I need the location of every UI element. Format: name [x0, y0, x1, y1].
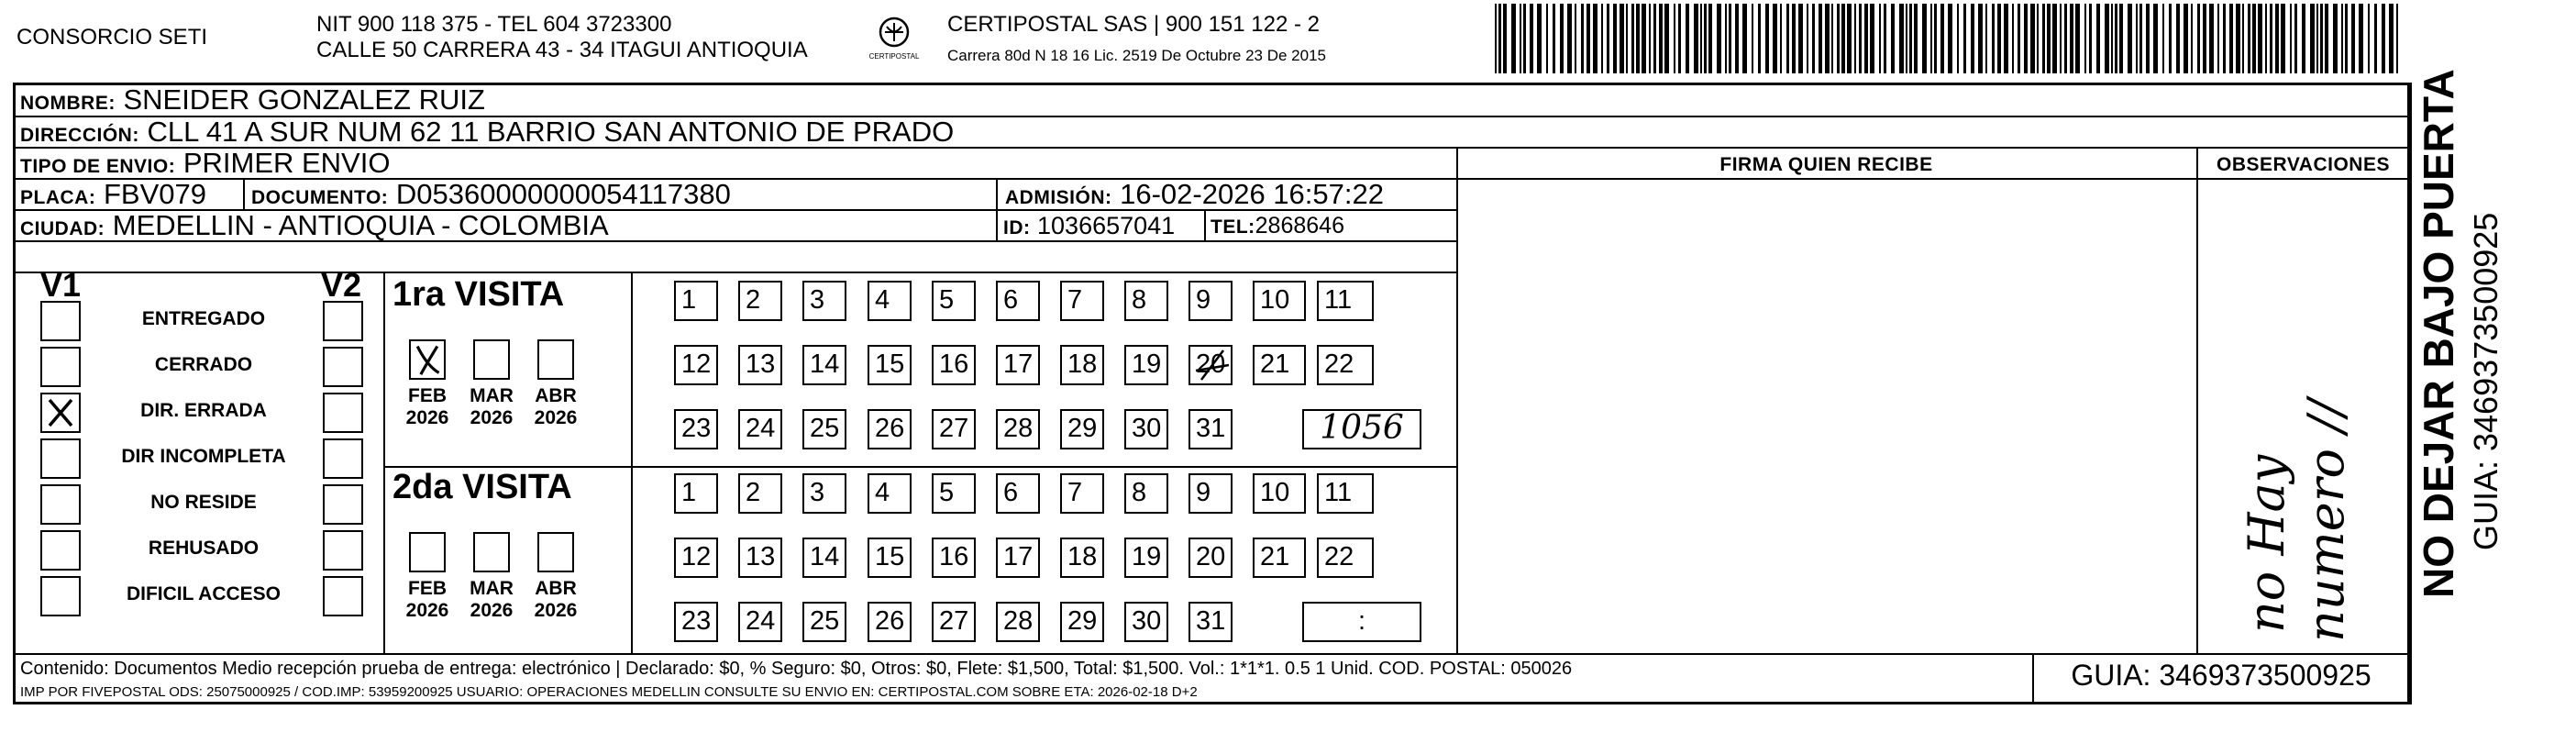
- nombre-label: NOMBRE:: [20, 93, 116, 114]
- direccion-value: CLL 41 A SUR NUM 62 11 BARRIO SAN ANTONIO DE PRADO: [147, 116, 955, 148]
- month-name: FEB: [408, 578, 447, 599]
- status-option-label: CERRADO: [154, 354, 253, 375]
- visit-2-month-abr[interactable]: [537, 532, 574, 572]
- id-cell: [1003, 209, 1175, 245]
- visit-2-time[interactable]: [1302, 602, 1421, 642]
- carrier-line: CERTIPOSTAL SAS | 900 151 122 - 2: [947, 12, 1320, 37]
- month-year: 2026: [405, 600, 449, 621]
- visit-1-month-label: [395, 385, 459, 429]
- nombre-value: SNEIDER GONZALEZ RUIZ: [123, 83, 485, 116]
- documento-value: D05360000000054117380: [395, 178, 731, 210]
- no-dejar-warning: NO DEJAR BAJO PUERTA: [2415, 69, 2462, 598]
- month-name: ABR: [535, 385, 577, 406]
- tel-label: TEL:: [1211, 216, 1255, 238]
- visit-1-day-26[interactable]: 26: [868, 409, 912, 449]
- footer-impresion: IMP POR FIVEPOSTAL ODS: 25075000925 / COD.IMP: 53959200925 USUARIO: OPERACIONES MEDELLIN CONSULTE SU ENVIO EN: CERTIPOSTAL.COM SOBRE ETA: 2026-02-18 D+2: [20, 684, 1198, 700]
- visit-1-title: 1ra VISITA: [392, 275, 565, 314]
- visit-2-day-18[interactable]: 18: [1060, 538, 1104, 578]
- visit-2-day-30[interactable]: 30: [1124, 602, 1168, 642]
- company-name: CONSORCIO SETI: [17, 25, 208, 50]
- visit-2-day-2[interactable]: 2: [738, 473, 782, 514]
- id-label: ID:: [1003, 217, 1031, 238]
- documento-label: DOCUMENTO:: [251, 187, 389, 208]
- visit-2-day-31[interactable]: 31: [1188, 602, 1233, 642]
- visit-1-day-9[interactable]: 9: [1188, 281, 1233, 321]
- visit-1-day-11[interactable]: 11: [1317, 281, 1374, 321]
- visit-1-time[interactable]: [1302, 409, 1421, 449]
- status-option-label: ENTREGADO: [141, 308, 266, 329]
- tipo-value: PRIMER ENVIO: [182, 147, 391, 179]
- visit-1-month-mar[interactable]: [473, 339, 510, 380]
- visit-2-day-15[interactable]: 15: [868, 538, 912, 578]
- observaciones-header: OBSERVACIONES: [2217, 154, 2390, 175]
- visit-2-day-22[interactable]: 22: [1317, 538, 1374, 578]
- visit-1-time-value: 1056: [1320, 409, 1404, 447]
- visit-1-day-19[interactable]: 19: [1124, 345, 1168, 385]
- visit-2-day-21[interactable]: 21: [1253, 538, 1306, 578]
- day-strike-mark: [1192, 347, 1233, 383]
- visit-2-day-28[interactable]: 28: [996, 602, 1040, 642]
- visit-1-day-2[interactable]: 2: [738, 281, 782, 321]
- visit-2-day-7[interactable]: 7: [1060, 473, 1104, 514]
- visit-2-month-label: [395, 578, 459, 622]
- tipo-label: TIPO DE ENVIO:: [20, 156, 176, 177]
- visit-2-day-26[interactable]: 26: [868, 602, 912, 642]
- svg-text:CERTIPOSTAL: CERTIPOSTAL: [868, 52, 920, 61]
- visit-1-day-22[interactable]: 22: [1317, 345, 1374, 385]
- visit-2-day-3[interactable]: 3: [802, 473, 846, 514]
- month-name: FEB: [408, 385, 447, 406]
- visit-1-day-4[interactable]: 4: [868, 281, 912, 321]
- visit-2-day-5[interactable]: 5: [932, 473, 976, 514]
- placa-value: FBV079: [103, 178, 206, 210]
- v2-checkbox-7[interactable]: [323, 576, 363, 616]
- v1-checkbox-7[interactable]: [40, 576, 81, 616]
- visit-2-month-feb[interactable]: [409, 532, 446, 572]
- nit-line: NIT 900 118 375 - TEL 604 3723300: [316, 12, 672, 37]
- visit-1-day-5[interactable]: 5: [932, 281, 976, 321]
- visit-1-day-23[interactable]: 23: [674, 409, 718, 449]
- v1-checkbox-2[interactable]: [40, 347, 81, 387]
- visit-1-day-1[interactable]: 1: [674, 281, 718, 321]
- footer-guia: GUIA: 3469373500925: [2071, 659, 2371, 692]
- visit-2-day-12[interactable]: 12: [674, 538, 718, 578]
- visit-2-day-29[interactable]: 29: [1060, 602, 1104, 642]
- handwritten-note-line2: numero //: [2297, 399, 2355, 642]
- v1-checkbox-3[interactable]: [40, 393, 81, 433]
- visit-1-day-21[interactable]: 21: [1253, 345, 1306, 385]
- visit-1-day-12[interactable]: 12: [674, 345, 718, 385]
- visit-1-day-15[interactable]: 15: [868, 345, 912, 385]
- status-option-label: DIR INCOMPLETA: [121, 446, 286, 467]
- status-option-label: DIR. ERRADA: [140, 400, 267, 421]
- v2-checkbox-4[interactable]: [323, 438, 363, 479]
- v1-checkbox-6[interactable]: [40, 530, 81, 571]
- certipostal-logo: [867, 17, 922, 62]
- ciudad-cell: [20, 209, 609, 246]
- address-line: CALLE 50 CARRERA 43 - 34 ITAGUI ANTIOQUIA: [316, 38, 808, 62]
- visit-1-day-31[interactable]: 31: [1188, 409, 1233, 449]
- placa-label: PLACA:: [20, 187, 96, 208]
- v2-checkbox-2[interactable]: [323, 347, 363, 387]
- visit-1-day-27[interactable]: 27: [932, 409, 976, 449]
- visit-2-day-24[interactable]: 24: [738, 602, 782, 642]
- v2-checkbox-3[interactable]: [323, 393, 363, 433]
- visit-1-day-17[interactable]: 17: [996, 345, 1040, 385]
- visit-2-day-23[interactable]: 23: [674, 602, 718, 642]
- visit-1-month-label: [524, 385, 588, 429]
- direccion-label: DIRECCIÓN:: [20, 125, 139, 146]
- tel-cell: [1211, 209, 1344, 244]
- visit-1-day-8[interactable]: 8: [1124, 281, 1168, 321]
- month-name: MAR: [470, 385, 514, 406]
- visit-2-day-17[interactable]: 17: [996, 538, 1040, 578]
- visit-2-day-6[interactable]: 6: [996, 473, 1040, 514]
- visit-1-day-16[interactable]: 16: [932, 345, 976, 385]
- visit-2-day-19[interactable]: 19: [1124, 538, 1168, 578]
- visit-1-day-25[interactable]: 25: [802, 409, 846, 449]
- visit-1-day-6[interactable]: 6: [996, 281, 1040, 321]
- v2-checkbox-6[interactable]: [323, 530, 363, 571]
- visit-2-month-label: [459, 578, 524, 622]
- month-year: 2026: [470, 600, 514, 621]
- admision-label: ADMISIÓN:: [1005, 187, 1112, 208]
- visit-1-day-28[interactable]: 28: [996, 409, 1040, 449]
- v2-checkbox-1[interactable]: [323, 301, 363, 341]
- month-year: 2026: [405, 407, 449, 428]
- visit-1-day-3[interactable]: 3: [802, 281, 846, 321]
- v2-checkbox-5[interactable]: [323, 484, 363, 525]
- status-option-label: NO RESIDE: [150, 492, 257, 513]
- month-year: 2026: [534, 407, 578, 428]
- v2-header: V2: [321, 266, 362, 304]
- firma-header: FIRMA QUIEN RECIBE: [1719, 154, 1933, 175]
- v1-checkbox-1[interactable]: [40, 301, 81, 341]
- admision-value: 16-02-2026 16:57:22: [1120, 178, 1384, 210]
- visit-1-day-10[interactable]: 10: [1253, 281, 1306, 321]
- visit-2-day-16[interactable]: 16: [932, 538, 976, 578]
- status-option-label: REHUSADO: [148, 538, 260, 559]
- month-name: ABR: [535, 578, 577, 599]
- visit-1-day-18[interactable]: 18: [1060, 345, 1104, 385]
- visit-1-day-14[interactable]: 14: [802, 345, 846, 385]
- side-guia: GUIA: 3469373500925: [2467, 212, 2504, 550]
- tel-value: 2868646: [1255, 213, 1344, 238]
- status-option-label: DIFICIL ACCESO: [126, 583, 281, 604]
- ciudad-value: MEDELLIN - ANTIOQUIA - COLOMBIA: [112, 209, 609, 241]
- visit-2-day-10[interactable]: 10: [1253, 473, 1306, 514]
- visit-1-day-30[interactable]: 30: [1124, 409, 1168, 449]
- visit-2-day-13[interactable]: 13: [738, 538, 782, 578]
- visit-2-month-mar[interactable]: [473, 532, 510, 572]
- visit-2-month-label: [524, 578, 588, 622]
- license-line: Carrera 80d N 18 16 Lic. 2519 De Octubre 23 De 2015: [947, 47, 1326, 64]
- visit-2-time-value: :: [1357, 606, 1366, 636]
- visit-2-day-4[interactable]: 4: [868, 473, 912, 514]
- v1-checkbox-5[interactable]: [40, 484, 81, 525]
- visit-1-month-feb[interactable]: [409, 339, 446, 380]
- visit-1-day-7[interactable]: 7: [1060, 281, 1104, 321]
- footer-contenido: Contenido: Documentos Medio recepción prueba de entrega: electrónico | Declarado: $0, % Seguro: $0, Otros: $0, Flete: $1,500, Total: $1,500. Vol.: 1*1*1. 0.5 1 Unid. COD. POSTAL: 050026: [20, 659, 1573, 679]
- handwritten-note-line1: no Hay: [2238, 454, 2295, 633]
- visit-2-day-8[interactable]: 8: [1124, 473, 1168, 514]
- month-year: 2026: [534, 600, 578, 621]
- visit-1-day-29[interactable]: 29: [1060, 409, 1104, 449]
- id-value: 1036657041: [1037, 212, 1176, 239]
- visit-2-day-14[interactable]: 14: [802, 538, 846, 578]
- v1-header: V1: [40, 266, 82, 304]
- v1-checkbox-4[interactable]: [40, 438, 81, 479]
- visit-1-day-24[interactable]: 24: [738, 409, 782, 449]
- month-year: 2026: [470, 407, 514, 428]
- month-name: MAR: [470, 578, 514, 599]
- nombre-row: [20, 83, 485, 120]
- visit-1-month-abr[interactable]: [537, 339, 574, 380]
- barcode: [1495, 4, 2403, 73]
- ciudad-label: CIUDAD:: [20, 218, 105, 239]
- visit-2-day-25[interactable]: 25: [802, 602, 846, 642]
- visit-2-day-20[interactable]: 20: [1188, 538, 1233, 578]
- visit-1-month-label: [459, 385, 524, 429]
- visit-2-day-11[interactable]: 11: [1317, 473, 1374, 514]
- visit-1-day-13[interactable]: 13: [738, 345, 782, 385]
- visit-2-day-9[interactable]: 9: [1188, 473, 1233, 514]
- visit-2-day-27[interactable]: 27: [932, 602, 976, 642]
- visit-2-title: 2da VISITA: [392, 468, 572, 506]
- visit-2-day-1[interactable]: 1: [674, 473, 718, 514]
- visit-1-day-20[interactable]: 20: [1188, 345, 1233, 385]
